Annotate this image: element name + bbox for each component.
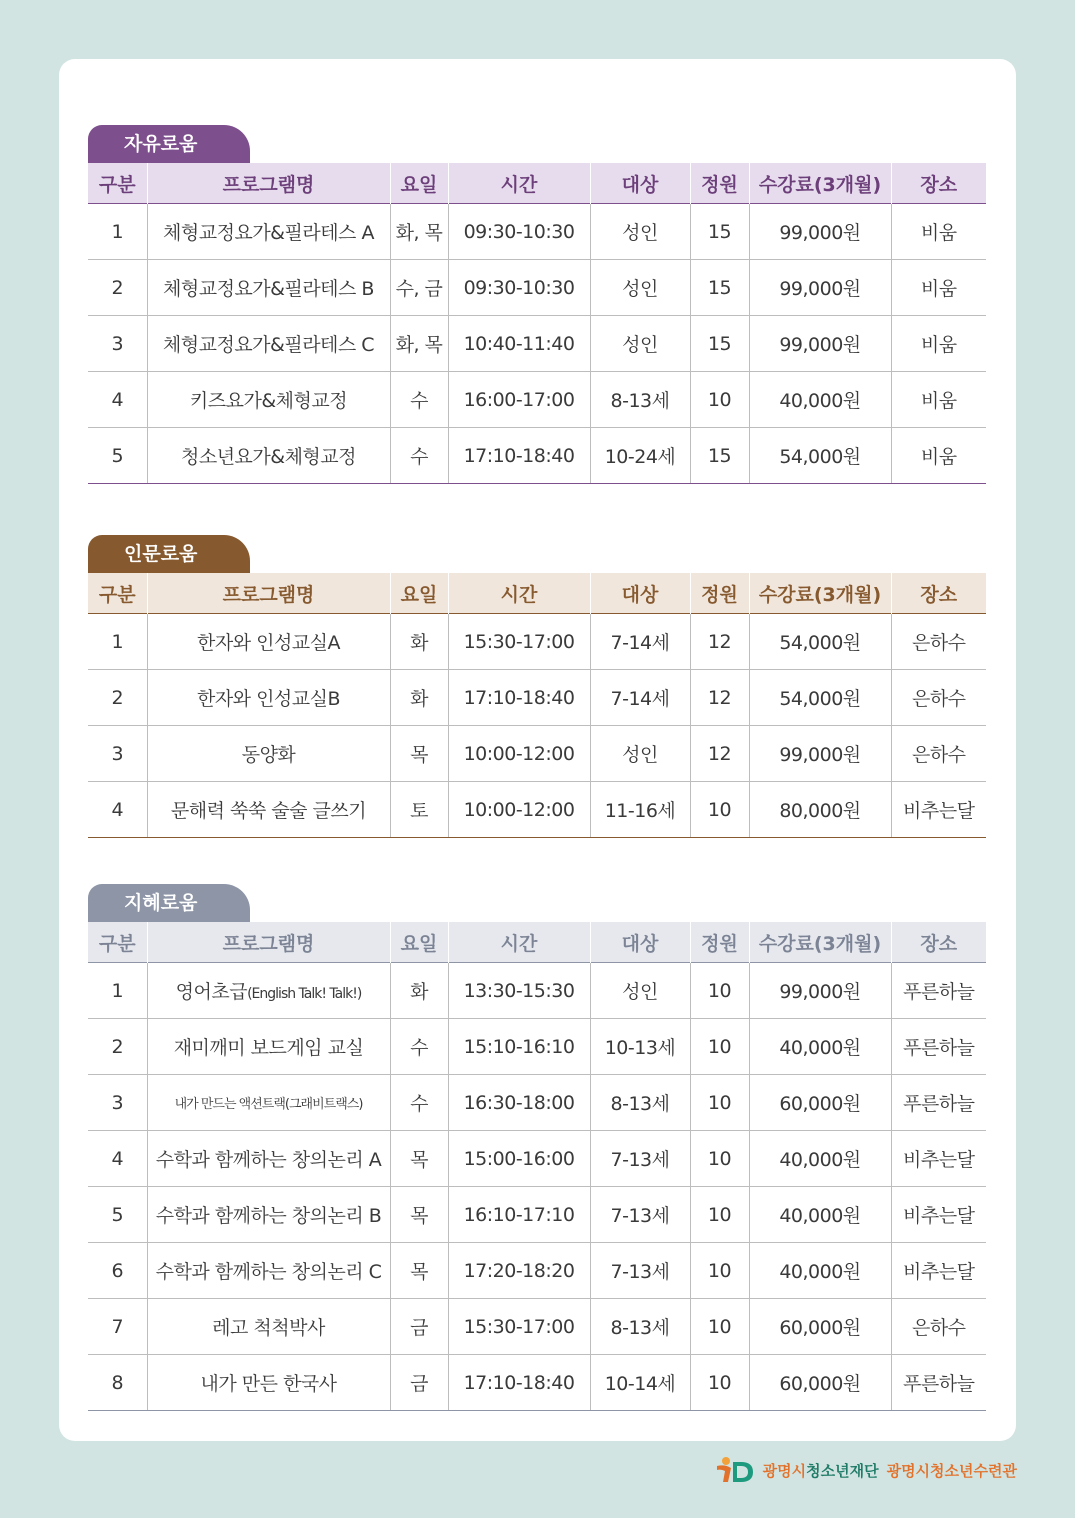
table-row [88, 316, 986, 372]
program-name: 한자와 인성교실A [147, 614, 390, 670]
header-cell: 정원 [690, 922, 749, 963]
day: 목 [390, 726, 448, 782]
fee: 99,000원 [749, 726, 891, 782]
program-name: 레고 척척박사 [147, 1299, 390, 1355]
target: 8-13세 [590, 1299, 690, 1355]
capacity: 15 [690, 428, 749, 484]
header-cell: 대상 [590, 163, 690, 204]
row-number: 2 [88, 670, 147, 726]
header-cell: 요일 [390, 573, 448, 614]
target: 8-13세 [590, 1075, 690, 1131]
target: 7-13세 [590, 1243, 690, 1299]
fee: 40,000원 [749, 1187, 891, 1243]
row-number: 7 [88, 1299, 147, 1355]
table-row [88, 260, 986, 316]
row-number: 3 [88, 316, 147, 372]
program-name: 키즈요가&체형교정 [147, 372, 390, 428]
capacity: 10 [690, 1019, 749, 1075]
day: 목 [390, 1243, 448, 1299]
section-title: 인문로움 [88, 535, 250, 573]
capacity: 10 [690, 1075, 749, 1131]
place: 비추는달 [891, 1243, 986, 1299]
table-row [88, 726, 986, 782]
table-row [88, 670, 986, 726]
place: 비움 [891, 204, 986, 260]
header-cell: 수강료(3개월) [749, 573, 891, 614]
program-name: 수학과 함께하는 창의논리 C [147, 1243, 390, 1299]
table-row [88, 782, 986, 838]
program-name: 문해력 쑥쑥 술술 글쓰기 [147, 782, 390, 838]
program-name: 수학과 함께하는 창의논리 A [147, 1131, 390, 1187]
table-row [88, 614, 986, 670]
place: 비추는달 [891, 782, 986, 838]
capacity: 10 [690, 963, 749, 1019]
place: 비움 [891, 372, 986, 428]
header-cell: 정원 [690, 163, 749, 204]
day: 화 [390, 963, 448, 1019]
program-name: 수학과 함께하는 창의논리 B [147, 1187, 390, 1243]
program-name: 체형교정요가&필라테스 A [147, 204, 390, 260]
place: 푸른하늘 [891, 1355, 986, 1411]
place: 은하수 [891, 614, 986, 670]
fee: 99,000원 [749, 260, 891, 316]
section-title: 지혜로움 [88, 884, 250, 922]
row-number: 5 [88, 1187, 147, 1243]
fee: 60,000원 [749, 1075, 891, 1131]
program-name: 재미깨미 보드게임 교실 [147, 1019, 390, 1075]
fee: 99,000원 [749, 963, 891, 1019]
place: 비움 [891, 428, 986, 484]
program-name-note: (English Talk! Talk!) [247, 986, 362, 1002]
target: 8-13세 [590, 372, 690, 428]
row-number: 6 [88, 1243, 147, 1299]
header-cell: 요일 [390, 163, 448, 204]
target: 10-14세 [590, 1355, 690, 1411]
program-name [147, 963, 390, 1019]
capacity: 10 [690, 782, 749, 838]
header-cell: 장소 [891, 922, 986, 963]
day: 수 [390, 1019, 448, 1075]
header-cell: 대상 [590, 922, 690, 963]
day: 수 [390, 372, 448, 428]
place: 비움 [891, 260, 986, 316]
target: 10-24세 [590, 428, 690, 484]
header-cell: 프로그램명 [147, 922, 390, 963]
capacity: 10 [690, 1355, 749, 1411]
table-row [88, 1299, 986, 1355]
header-cell: 수강료(3개월) [749, 922, 891, 963]
header-cell: 프로그램명 [147, 163, 390, 204]
header-row [88, 573, 986, 614]
row-number: 2 [88, 260, 147, 316]
target: 성인 [590, 316, 690, 372]
place: 은하수 [891, 1299, 986, 1355]
place: 푸른하늘 [891, 1075, 986, 1131]
table-row [88, 1355, 986, 1411]
capacity: 10 [690, 1187, 749, 1243]
footer [715, 1456, 1017, 1484]
fee: 54,000원 [749, 614, 891, 670]
table-row [88, 372, 986, 428]
target: 7-13세 [590, 1187, 690, 1243]
fee: 54,000원 [749, 670, 891, 726]
program-name: 내가 만드는 액션트랙(그래비트랙스) [147, 1075, 390, 1131]
header-cell: 시간 [448, 573, 590, 614]
time: 13:30-15:30 [448, 963, 590, 1019]
day: 수 [390, 428, 448, 484]
header-cell: 대상 [590, 573, 690, 614]
capacity: 10 [690, 1243, 749, 1299]
time: 15:30-17:00 [448, 614, 590, 670]
row-number: 3 [88, 1075, 147, 1131]
fee: 60,000원 [749, 1299, 891, 1355]
capacity: 10 [690, 1299, 749, 1355]
place: 은하수 [891, 726, 986, 782]
day: 목 [390, 1131, 448, 1187]
header-cell: 시간 [448, 163, 590, 204]
day: 화, 목 [390, 204, 448, 260]
header-cell: 장소 [891, 163, 986, 204]
place: 비추는달 [891, 1187, 986, 1243]
day: 금 [390, 1299, 448, 1355]
row-number: 1 [88, 204, 147, 260]
header-cell: 구분 [88, 922, 147, 963]
day: 화 [390, 670, 448, 726]
target: 11-16세 [590, 782, 690, 838]
header-row [88, 922, 986, 963]
header-cell: 구분 [88, 163, 147, 204]
place: 비추는달 [891, 1131, 986, 1187]
target: 7-13세 [590, 1131, 690, 1187]
fee: 99,000원 [749, 316, 891, 372]
program-table [88, 573, 986, 838]
section-title: 자유로움 [88, 125, 250, 163]
row-number: 4 [88, 782, 147, 838]
row-number: 4 [88, 372, 147, 428]
program-name: 체형교정요가&필라테스 C [147, 316, 390, 372]
time: 17:20-18:20 [448, 1243, 590, 1299]
time: 17:10-18:40 [448, 428, 590, 484]
fee: 40,000원 [749, 1019, 891, 1075]
program-name: 동양화 [147, 726, 390, 782]
time: 15:10-16:10 [448, 1019, 590, 1075]
table-row [88, 204, 986, 260]
time: 16:00-17:00 [448, 372, 590, 428]
row-number: 1 [88, 963, 147, 1019]
time: 16:30-18:00 [448, 1075, 590, 1131]
header-cell: 구분 [88, 573, 147, 614]
table-row [88, 1131, 986, 1187]
program-name: 내가 만든 한국사 [147, 1355, 390, 1411]
time: 15:00-16:00 [448, 1131, 590, 1187]
row-number: 2 [88, 1019, 147, 1075]
target: 성인 [590, 204, 690, 260]
row-number: 4 [88, 1131, 147, 1187]
time: 15:30-17:00 [448, 1299, 590, 1355]
day: 토 [390, 782, 448, 838]
time: 10:00-12:00 [448, 782, 590, 838]
header-cell: 수강료(3개월) [749, 163, 891, 204]
capacity: 15 [690, 204, 749, 260]
place: 푸른하늘 [891, 963, 986, 1019]
table-row [88, 1187, 986, 1243]
header-cell: 장소 [891, 573, 986, 614]
table-row [88, 428, 986, 484]
youth-center-name: 광명시청소년수련관 [886, 1461, 1017, 1480]
capacity: 12 [690, 614, 749, 670]
fee: 80,000원 [749, 782, 891, 838]
program-name: 한자와 인성교실B [147, 670, 390, 726]
program-name-main: 영어초급 [175, 981, 248, 1003]
table-row [88, 1019, 986, 1075]
capacity: 12 [690, 726, 749, 782]
table-row [88, 1243, 986, 1299]
capacity: 10 [690, 372, 749, 428]
day: 수, 금 [390, 260, 448, 316]
row-number: 3 [88, 726, 147, 782]
header-row [88, 163, 986, 204]
capacity: 12 [690, 670, 749, 726]
day: 목 [390, 1187, 448, 1243]
time: 17:10-18:40 [448, 1355, 590, 1411]
day: 화, 목 [390, 316, 448, 372]
target: 7-14세 [590, 670, 690, 726]
time: 09:30-10:30 [448, 260, 590, 316]
header-cell: 프로그램명 [147, 573, 390, 614]
target: 성인 [590, 260, 690, 316]
capacity: 15 [690, 316, 749, 372]
time: 17:10-18:40 [448, 670, 590, 726]
time: 10:00-12:00 [448, 726, 590, 782]
capacity: 15 [690, 260, 749, 316]
row-number: 8 [88, 1355, 147, 1411]
table-row [88, 963, 986, 1019]
fee: 60,000원 [749, 1355, 891, 1411]
table-row [88, 1075, 986, 1131]
place: 비움 [891, 316, 986, 372]
day: 수 [390, 1075, 448, 1131]
fee: 40,000원 [749, 372, 891, 428]
foundation-logo-icon [715, 1456, 755, 1484]
program-name: 청소년요가&체형교정 [147, 428, 390, 484]
fee: 40,000원 [749, 1131, 891, 1187]
target: 성인 [590, 726, 690, 782]
program-table [88, 922, 986, 1411]
foundation-name: 광명시청소년재단 [762, 1461, 879, 1480]
header-cell: 요일 [390, 922, 448, 963]
place: 은하수 [891, 670, 986, 726]
row-number: 5 [88, 428, 147, 484]
header-cell: 정원 [690, 573, 749, 614]
fee: 40,000원 [749, 1243, 891, 1299]
fee: 54,000원 [749, 428, 891, 484]
day: 화 [390, 614, 448, 670]
target: 성인 [590, 963, 690, 1019]
time: 10:40-11:40 [448, 316, 590, 372]
time: 16:10-17:10 [448, 1187, 590, 1243]
fee: 99,000원 [749, 204, 891, 260]
program-name: 체형교정요가&필라테스 B [147, 260, 390, 316]
time: 09:30-10:30 [448, 204, 590, 260]
place: 푸른하늘 [891, 1019, 986, 1075]
row-number: 1 [88, 614, 147, 670]
header-cell: 시간 [448, 922, 590, 963]
program-table [88, 163, 986, 484]
day: 금 [390, 1355, 448, 1411]
target: 7-14세 [590, 614, 690, 670]
target: 10-13세 [590, 1019, 690, 1075]
capacity: 10 [690, 1131, 749, 1187]
